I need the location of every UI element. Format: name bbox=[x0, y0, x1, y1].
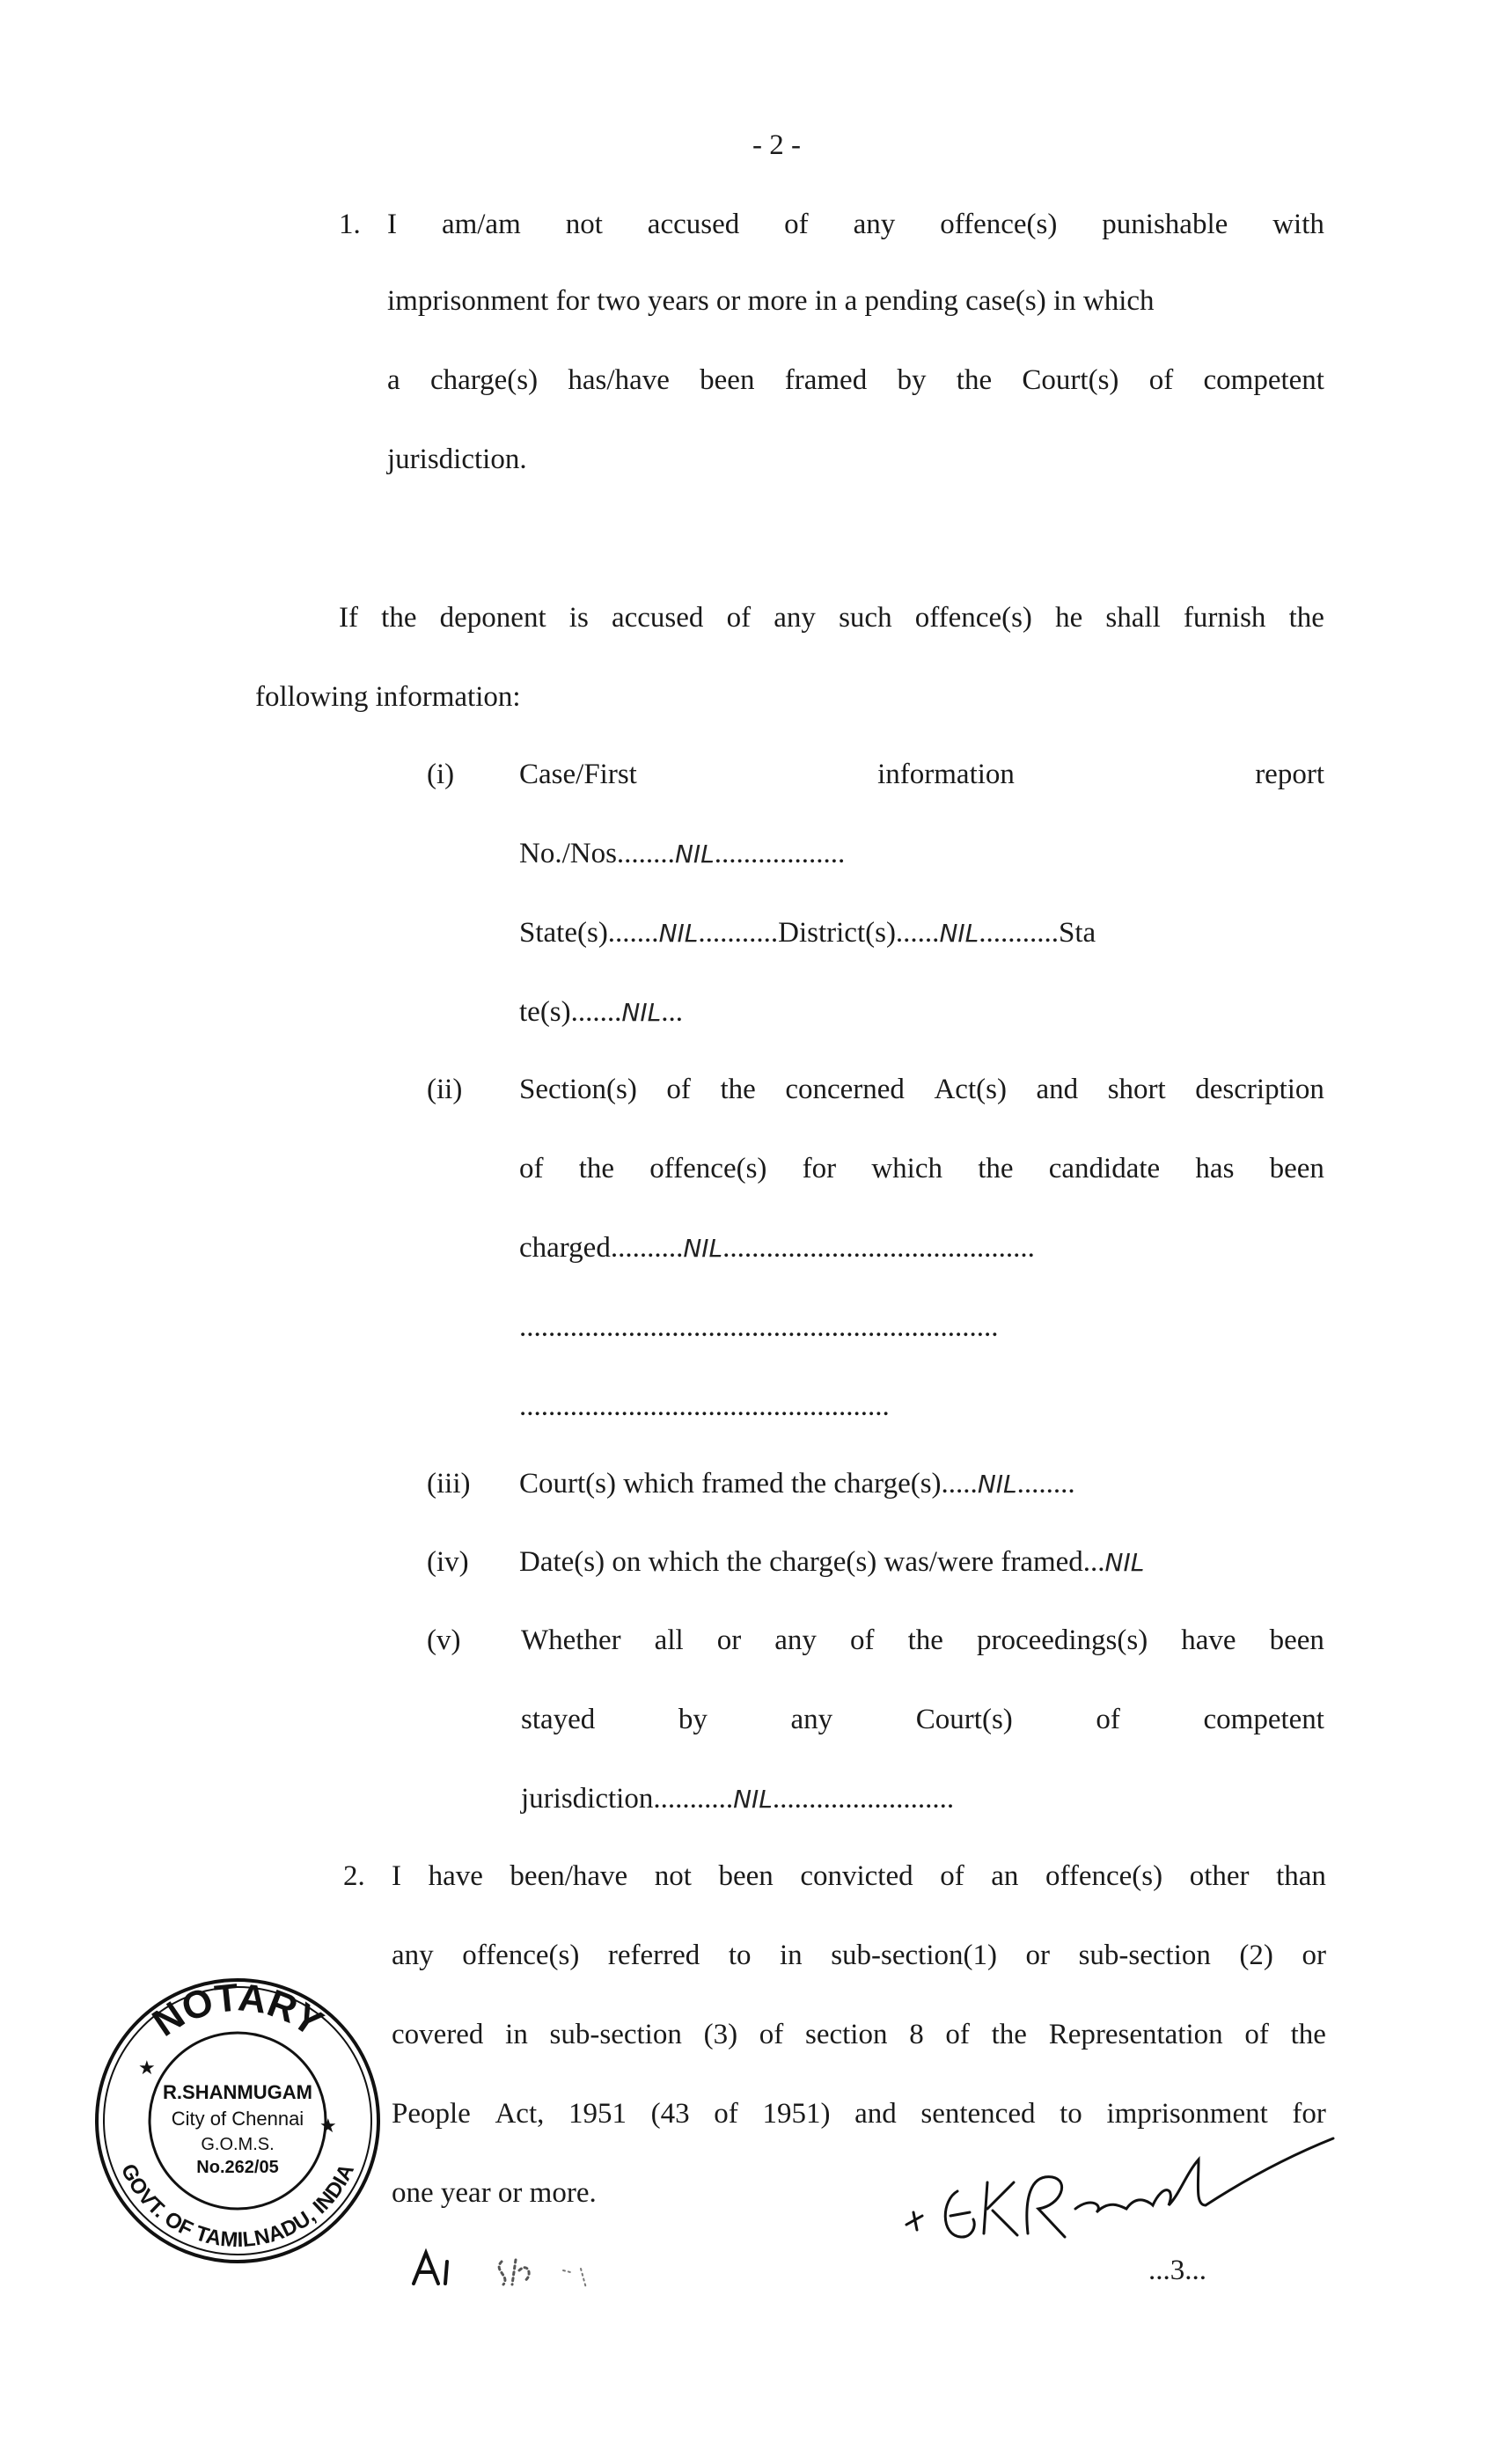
word: 8 bbox=[909, 2019, 924, 2050]
word: Act(s) bbox=[934, 1074, 1007, 1105]
subitem-ii-dots-line2: ................................................... bbox=[519, 1390, 890, 1422]
word: any bbox=[392, 1940, 434, 1971]
state2-label: te(s)....... bbox=[519, 996, 622, 1028]
word: of bbox=[945, 2019, 970, 2050]
stamp-name: R.SHANMUGAM bbox=[163, 2081, 312, 2103]
word: in bbox=[505, 2019, 528, 2050]
word: of bbox=[850, 1624, 875, 1656]
word: the bbox=[578, 1153, 615, 1184]
word: is bbox=[568, 602, 589, 634]
initials-mark bbox=[405, 2235, 634, 2297]
district-value: NIL bbox=[939, 919, 979, 948]
word: 1951 bbox=[568, 2098, 627, 2130]
star-right-icon: ★ bbox=[319, 2115, 337, 2137]
word: report bbox=[1255, 759, 1324, 790]
word: shall bbox=[1105, 602, 1161, 634]
word: framed bbox=[784, 364, 868, 396]
word: an bbox=[991, 1860, 1019, 1892]
item1-line4: jurisdiction. bbox=[387, 444, 527, 475]
word: or bbox=[1025, 1940, 1051, 1971]
subitem-v-numeral: (v) bbox=[427, 1624, 461, 1656]
subitem-i-line1 bbox=[519, 757, 1324, 792]
word: referred bbox=[607, 1940, 700, 1971]
word: Representation bbox=[1048, 2019, 1223, 2050]
juris-dots: ......................... bbox=[772, 1783, 955, 1815]
word: for bbox=[802, 1153, 837, 1184]
word: I bbox=[392, 1860, 401, 1892]
nos-label: No./Nos........ bbox=[519, 838, 675, 869]
word: description bbox=[1195, 1074, 1324, 1105]
word: in bbox=[780, 1940, 803, 1971]
state2-value: NIL bbox=[621, 998, 662, 1027]
state-label: State(s)....... bbox=[519, 917, 659, 949]
word: other bbox=[1189, 1860, 1250, 1892]
item2-line5: one year or more. bbox=[392, 2177, 597, 2209]
stamp-ring-text: GOVT. OF TAMILNADU, INDIA bbox=[115, 2160, 360, 2253]
word: been bbox=[1269, 1624, 1324, 1656]
word: any bbox=[774, 602, 816, 634]
word: Court(s) bbox=[915, 1704, 1013, 1735]
word: offence(s) bbox=[462, 1940, 580, 1971]
word: any bbox=[790, 1704, 833, 1735]
item1-line1 bbox=[387, 207, 1324, 242]
word: furnish bbox=[1183, 602, 1266, 634]
subitem-ii-line2 bbox=[519, 1151, 1324, 1186]
word: by bbox=[897, 364, 927, 396]
word: sub-section bbox=[549, 2019, 682, 2050]
word: imprisonment bbox=[1106, 2098, 1268, 2130]
word: the bbox=[720, 1074, 756, 1105]
word: the bbox=[978, 1153, 1014, 1184]
nos-dots: .................. bbox=[714, 838, 846, 869]
word: of bbox=[726, 602, 752, 634]
state-dots: ........... bbox=[698, 917, 779, 949]
word: which bbox=[871, 1153, 942, 1184]
subitem-iii-numeral: (iii) bbox=[427, 1468, 471, 1500]
subitem-v-line2 bbox=[521, 1702, 1324, 1737]
juris-label: jurisdiction........... bbox=[521, 1783, 734, 1815]
subitem-ii-line1 bbox=[519, 1072, 1324, 1107]
word: proceedings(s) bbox=[976, 1624, 1148, 1656]
word: information bbox=[877, 759, 1015, 790]
word: the bbox=[956, 364, 993, 396]
district-dots: ...........Sta bbox=[979, 917, 1096, 949]
word: (43 bbox=[650, 2098, 690, 2130]
word: offence(s) bbox=[940, 209, 1058, 240]
page-number: - 2 - bbox=[752, 129, 801, 161]
word: convicted bbox=[800, 1860, 913, 1892]
stamp-top-text: NOTARY bbox=[144, 1976, 331, 2045]
word: People bbox=[392, 2098, 471, 2130]
subitem-ii-dots-line1: .................................................................. bbox=[519, 1311, 999, 1343]
word: been bbox=[1269, 1153, 1324, 1184]
word: Act, bbox=[495, 2098, 545, 2130]
word: sentenced bbox=[920, 2098, 1036, 2130]
word: covered bbox=[392, 2019, 484, 2050]
district-label: District(s)...... bbox=[778, 917, 940, 949]
charged-value: NIL bbox=[683, 1234, 723, 1263]
date-value: NIL bbox=[1104, 1548, 1145, 1577]
word: of bbox=[1148, 364, 1174, 396]
word: the bbox=[1288, 602, 1324, 634]
item1-line2: imprisonment for two years or more in a pending case(s) in which bbox=[387, 285, 1155, 317]
intro-line2: following information: bbox=[255, 681, 521, 713]
item2-number: 2. bbox=[343, 1860, 365, 1892]
word: than bbox=[1276, 1860, 1326, 1892]
word: to bbox=[1060, 2098, 1082, 2130]
subitem-v-juris-line bbox=[521, 1781, 954, 1817]
word: section bbox=[805, 2019, 888, 2050]
word: punishable bbox=[1102, 209, 1228, 240]
word: not bbox=[654, 1860, 692, 1892]
subitem-i-numeral: (i) bbox=[427, 759, 455, 790]
court-dots: ........ bbox=[1016, 1468, 1075, 1500]
stamp-city: City of Chennai bbox=[171, 2108, 304, 2130]
subitem-ii-numeral: (ii) bbox=[427, 1074, 463, 1105]
item1-line3 bbox=[387, 363, 1324, 398]
word: of bbox=[784, 209, 809, 240]
word: Case/First bbox=[519, 759, 637, 790]
court-label: Court(s) which framed the charge(s)..... bbox=[519, 1468, 978, 1500]
word: If bbox=[339, 602, 358, 634]
word: of bbox=[666, 1074, 691, 1105]
star-left-icon: ★ bbox=[138, 2057, 156, 2079]
word: any bbox=[774, 1624, 817, 1656]
word: have bbox=[1181, 1624, 1236, 1656]
charged-dots: ........................................... bbox=[722, 1232, 1035, 1264]
subitem-i-state-line bbox=[519, 915, 1096, 951]
word: of bbox=[519, 1153, 544, 1184]
word: Court(s) bbox=[1022, 364, 1119, 396]
word: accused bbox=[647, 209, 740, 240]
word: (2) bbox=[1239, 1940, 1273, 1971]
juris-value: NIL bbox=[733, 1785, 773, 1814]
word: the bbox=[1290, 2019, 1326, 2050]
word: offence(s) bbox=[1045, 1860, 1163, 1892]
word: been bbox=[718, 1860, 774, 1892]
word: he bbox=[1055, 602, 1083, 634]
word: of bbox=[1096, 1704, 1120, 1735]
subitem-iii-line bbox=[519, 1466, 1075, 1502]
word: Whether bbox=[521, 1624, 621, 1656]
word: has/have bbox=[568, 364, 670, 396]
word: Section(s) bbox=[519, 1074, 637, 1105]
word: charge(s) bbox=[429, 364, 539, 396]
word: concerned bbox=[785, 1074, 905, 1105]
word: of bbox=[759, 2019, 784, 2050]
word: the bbox=[991, 2019, 1027, 2050]
item2-line3 bbox=[392, 2017, 1326, 2052]
word: have bbox=[428, 1860, 483, 1892]
state-value: NIL bbox=[658, 919, 699, 948]
item1-number: 1. bbox=[339, 209, 361, 240]
notary-stamp bbox=[92, 1976, 383, 2266]
word: sub-section(1) bbox=[831, 1940, 998, 1971]
word: not bbox=[565, 209, 603, 240]
word: a bbox=[387, 364, 400, 396]
word: I bbox=[387, 209, 397, 240]
word: and bbox=[854, 2098, 897, 2130]
word: the bbox=[381, 602, 417, 634]
word: the bbox=[907, 1624, 943, 1656]
word: to bbox=[728, 1940, 752, 1971]
word: or bbox=[716, 1624, 742, 1656]
subitem-i-nos-line bbox=[519, 836, 845, 872]
word: and bbox=[1036, 1074, 1079, 1105]
word: of bbox=[940, 1860, 964, 1892]
word: has bbox=[1195, 1153, 1235, 1184]
word: of bbox=[714, 2098, 738, 2130]
court-value: NIL bbox=[977, 1470, 1017, 1499]
word: such bbox=[839, 602, 892, 634]
word: of bbox=[1244, 2019, 1269, 2050]
nos-value: NIL bbox=[674, 840, 715, 869]
word: offence(s) bbox=[914, 602, 1032, 634]
intro-line1 bbox=[339, 600, 1324, 635]
word: sub-section bbox=[1078, 1940, 1211, 1971]
word: 1951) bbox=[762, 2098, 831, 2130]
date-label: Date(s) on which the charge(s) was/were framed... bbox=[519, 1546, 1105, 1578]
word: been/have bbox=[510, 1860, 628, 1892]
subitem-i-state2-line bbox=[519, 994, 683, 1030]
word: competent bbox=[1203, 364, 1324, 396]
stamp-order: G.O.M.S. bbox=[201, 2135, 275, 2154]
word: with bbox=[1272, 209, 1324, 240]
word: accused bbox=[611, 602, 704, 634]
word: candidate bbox=[1048, 1153, 1161, 1184]
word: (3) bbox=[703, 2019, 738, 2050]
word: am/am bbox=[441, 209, 521, 240]
charged-label: charged.......... bbox=[519, 1232, 684, 1264]
word: short bbox=[1107, 1074, 1166, 1105]
signature bbox=[889, 2121, 1346, 2253]
word: been bbox=[700, 364, 755, 396]
subitem-ii-charged-line bbox=[519, 1230, 1035, 1266]
word: or bbox=[1302, 1940, 1326, 1971]
continuation-marker: ...3... bbox=[1148, 2255, 1206, 2286]
word: offence(s) bbox=[649, 1153, 767, 1184]
subitem-iv-numeral: (iv) bbox=[427, 1546, 469, 1578]
word: competent bbox=[1203, 1704, 1324, 1735]
word: any bbox=[853, 209, 896, 240]
subitem-v-line1 bbox=[521, 1623, 1324, 1658]
item2-line1 bbox=[392, 1859, 1326, 1894]
subitem-iv-line bbox=[519, 1544, 1144, 1580]
stamp-number: No.262/05 bbox=[196, 2158, 279, 2177]
state2-dots: ... bbox=[661, 996, 683, 1028]
word: deponent bbox=[439, 602, 546, 634]
item2-line2 bbox=[392, 1938, 1326, 1973]
word: all bbox=[654, 1624, 684, 1656]
word: by bbox=[678, 1704, 708, 1735]
word: stayed bbox=[521, 1704, 596, 1735]
word: for bbox=[1292, 2098, 1326, 2130]
